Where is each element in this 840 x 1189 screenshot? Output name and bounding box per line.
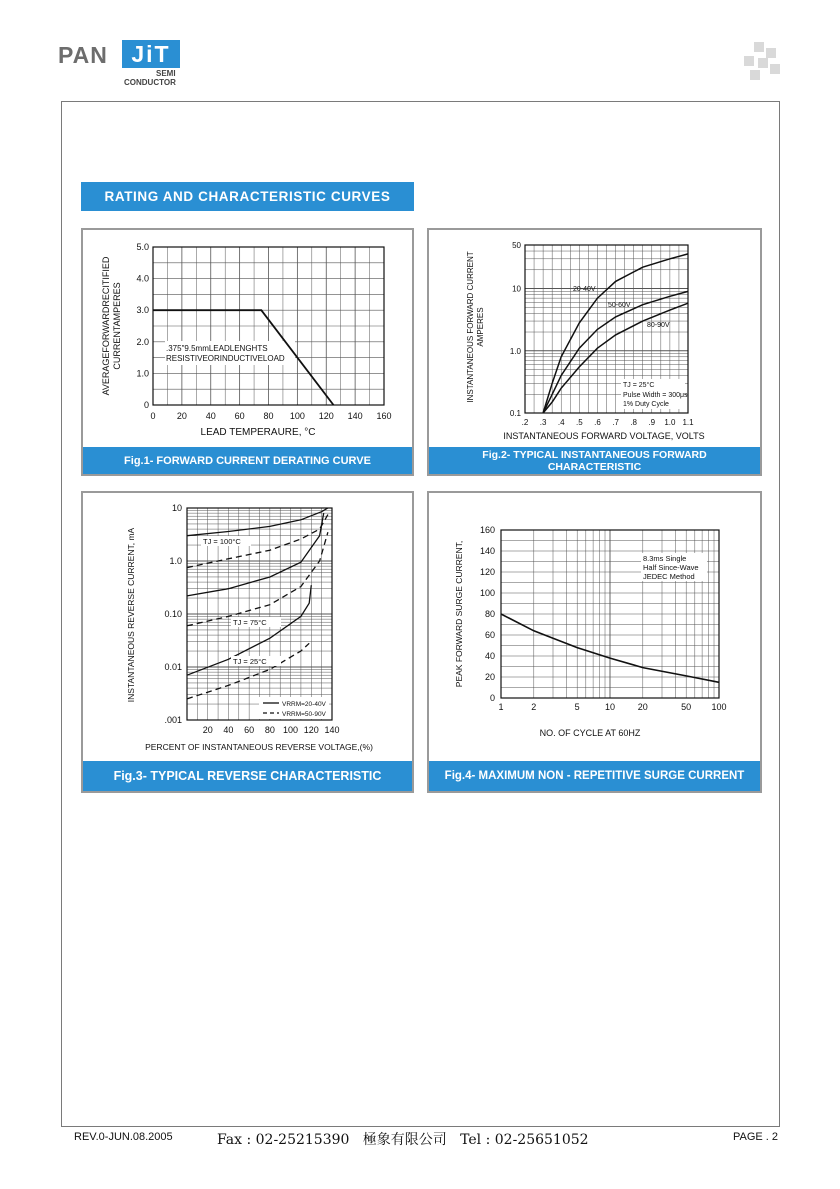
fig1-x-axis-label: LEAD TEMPERAURE, °C (200, 427, 316, 438)
fig1-x-tick: 0 (150, 411, 156, 421)
footer-revision: REV.0-JUN.08.2005 (74, 1131, 173, 1143)
fig3-x-tick: 80 (264, 725, 275, 735)
fig1-x-tick: 100 (289, 411, 305, 421)
fig3-panel (81, 491, 414, 793)
fig3-y-tick: .001 (164, 715, 182, 725)
fig3-curve-4 (187, 532, 328, 626)
fig1-caption: Fig.1- FORWARD CURRENT DERATING CURVE (83, 447, 412, 474)
fig2-curve-label: 50-60V (608, 302, 631, 309)
logo-jit-text: JiT (122, 40, 180, 68)
fig2-chart (429, 230, 760, 474)
fig2-note-line3: 1% Duty Cycle (623, 401, 669, 408)
fig2-y-axis-label-line1: INSTANTANEOUS FORWARD CURRENT (466, 251, 475, 403)
fig3-temp-label: TJ = 75°C (233, 618, 267, 627)
fig3-y-tick: 1.0 (169, 556, 182, 566)
fig1-x-tick: 60 (234, 411, 245, 421)
logo-semi-text: SEMI (156, 69, 176, 78)
fig2-x-tick: .3 (539, 418, 547, 427)
fig1-note-line2: RESISTIVEORINDUCTIVELOAD (166, 354, 285, 363)
fig1-y-axis-label-line1: AVERAGEFORWARDRECITIFIED (101, 256, 111, 396)
fig3-temp-label: TJ = 25°C (233, 657, 267, 666)
fig2-y-tick: 0.1 (509, 409, 521, 418)
fig3-x-tick: 120 (303, 725, 319, 735)
fig4-x-tick: 100 (711, 702, 727, 712)
fig2-curve-label: 80-90V (647, 322, 670, 329)
fig3-chart (83, 493, 412, 791)
logo-pan-text: PAN (58, 42, 108, 68)
fig2-y-tick: 50 (512, 241, 521, 250)
fig4-note-line2: Half Since-Wave (643, 563, 699, 572)
fig1-x-tick: 40 (205, 411, 216, 421)
fig2-x-tick: .7 (612, 418, 619, 427)
section-title: RATING AND CHARACTERISTIC CURVES (81, 182, 414, 211)
fig1-x-tick: 80 (263, 411, 274, 421)
fig4-x-tick: 5 (574, 702, 580, 712)
fig1-y-axis-label-line2: CURRENTAMPERES (112, 282, 122, 370)
fig3-curve-1 (187, 508, 328, 536)
fig4-y-tick: 120 (479, 567, 495, 577)
fig4-y-tick: 20 (484, 672, 495, 682)
fig1-note-line1: .375"9.5mmLEADLENGHTS (166, 344, 268, 353)
fig3-legend-solid-label: VRRM=20-40V (282, 701, 326, 708)
fig4-panel (427, 491, 762, 793)
panjit-logo (58, 40, 198, 90)
fig2-x-tick: .9 (648, 418, 656, 427)
fig4-caption: Fig.4- MAXIMUM NON - REPETITIVE SURGE CURRENT (429, 761, 760, 791)
fig4-y-tick: 140 (479, 546, 495, 556)
fig2-curve-label: 20-40V (573, 286, 596, 293)
fig4-x-tick: 10 (604, 702, 616, 712)
fig1-y-tick: 2.0 (136, 336, 149, 347)
fig3-x-tick: 140 (324, 725, 340, 735)
fig2-x-tick: 1.1 (682, 418, 694, 427)
fig4-y-tick: 0 (489, 693, 495, 703)
fig4-x-tick: 1 (498, 702, 504, 712)
fig1-y-tick: 4.0 (136, 273, 149, 284)
fig4-x-tick: 2 (531, 702, 537, 712)
fig2-x-tick: .6 (594, 418, 601, 427)
fig3-x-tick: 20 (202, 725, 213, 735)
fig2-panel (427, 228, 762, 476)
fig1-y-tick: 0 (143, 400, 149, 410)
fig3-temp-label: TJ = 100°C (203, 537, 241, 546)
decorative-squares-icon (740, 42, 784, 82)
fig1-x-tick: 140 (347, 411, 363, 421)
fig3-y-tick: 0.10 (164, 609, 182, 619)
fig4-note-line1: 8.3ms Single (643, 554, 687, 563)
fig4-y-tick: 60 (484, 630, 495, 640)
fig1-x-tick: 120 (318, 411, 334, 421)
logo-conductor-text: CONDUCTOR (124, 78, 176, 87)
fig4-x-axis-label: NO. OF CYCLE AT 60HZ (539, 728, 641, 738)
fig1-x-tick: 160 (376, 411, 392, 421)
fig3-x-tick: 100 (283, 725, 299, 735)
fig3-x-axis-label: PERCENT OF INSTANTANEOUS REVERSE VOLTAGE,(%) (145, 742, 373, 752)
fig3-legend-dashed-label: VRRM=50-90V (282, 711, 326, 718)
fig1-y-tick: 1.0 (136, 368, 149, 379)
fig4-y-tick: 80 (484, 609, 495, 619)
fig3-x-tick: 40 (223, 725, 234, 735)
footer-contact: Fax : 02-25215390 極象有限公司 Tel : 02-25651052 (217, 1132, 589, 1148)
fig2-note-line2: Pulse Width = 300μs (623, 392, 688, 399)
fig4-note-line3: JEDEC Method (643, 572, 695, 581)
fig2-y-tick: 10 (512, 284, 521, 294)
fig3-y-tick: 10 (171, 503, 182, 513)
fig2-x-tick: .8 (630, 418, 638, 427)
fig2-caption (429, 447, 760, 474)
fig3-x-tick: 60 (244, 725, 255, 735)
fig4-x-tick: 20 (637, 702, 648, 712)
fig2-x-tick: 1.0 (664, 418, 676, 427)
fig2-y-tick: 1.0 (509, 346, 521, 356)
fig2-y-axis-label-line2: AMPERES (476, 307, 485, 347)
fig2-caption-line1: Fig.2- TYPICAL INSTANTANEOUS FORWARD (482, 448, 707, 461)
fig4-y-tick: 100 (479, 588, 495, 598)
fig2-note-line1: TJ = 25°C (623, 382, 655, 389)
fig3-y-axis-label: INSTANTANEOUS REVERSE CURRENT, mA (126, 527, 136, 703)
fig1-panel (81, 228, 414, 476)
footer-page-number: PAGE . 2 (733, 1131, 779, 1143)
fig3-caption: Fig.3- TYPICAL REVERSE CHARACTERISTIC (83, 761, 412, 791)
fig3-curve-6 (187, 643, 309, 699)
fig2-x-tick: .4 (557, 418, 565, 427)
fig1-y-tick: 3.0 (136, 305, 149, 316)
fig4-chart (429, 493, 760, 791)
fig4-y-axis-label: PEAK FORWARD SURGE CURRENT, (454, 540, 464, 688)
fig2-caption-line2: CHARACTERISTIC (547, 460, 642, 473)
fig2-x-tick: .5 (575, 418, 583, 427)
fig4-y-tick: 160 (479, 525, 495, 535)
fig2-x-axis-label: INSTANTANEOUS FORWARD VOLTAGE, VOLTS (503, 431, 705, 441)
fig2-x-tick: .2 (521, 418, 529, 427)
fig1-y-tick: 5.0 (136, 242, 149, 252)
fig4-y-tick: 40 (484, 651, 495, 661)
fig1-x-tick: 20 (176, 411, 187, 421)
fig3-y-tick: 0.01 (164, 662, 182, 672)
fig1-chart (83, 230, 412, 474)
fig4-x-tick: 50 (681, 702, 692, 712)
